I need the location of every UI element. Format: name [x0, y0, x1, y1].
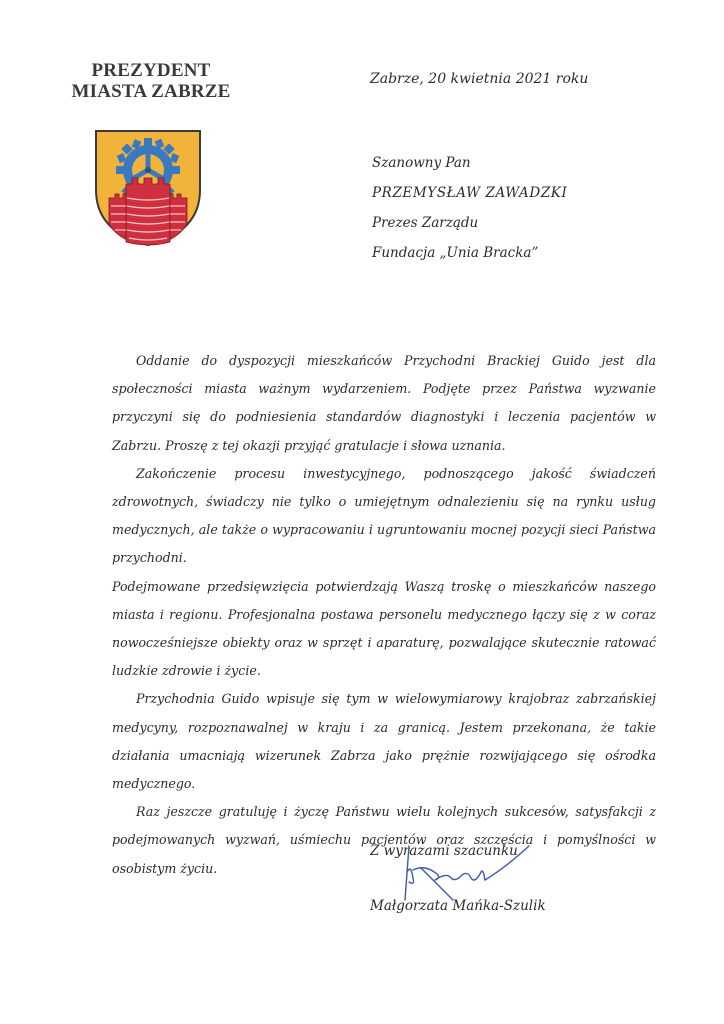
letter-body — [112, 347, 656, 883]
handwritten-signature-icon — [395, 842, 555, 902]
body-paragraph: Przychodnia Guido wpisuje się tym w wielowymiarowy krajobraz zabrzańskiej medycyny, rozpoznawalnej w kraju i za granicą. Jestem przekonana, że takie działania umacniają wizerunek Zabrza jako prężnie rozwijającego się ośrodka medycznego. — [112, 691, 656, 792]
coat-of-arms-icon — [93, 128, 203, 248]
letter-date: Zabrze, 20 kwietnia 2021 roku — [370, 71, 589, 87]
letterhead-title-line2: MIASTA ZABRZE — [71, 81, 231, 102]
body-paragraph: Zakończenie procesu inwestycyjnego, podnoszącego jakość świadczeń zdrowotnych, świadczy nie tylko o umiejętnym odnalezieniu się na rynku usług medycznych, ale także o wypracowaniu i ugruntowaniu mocnej pozycji sieci Państwa przychodni. — [112, 465, 656, 566]
salutation: Szanowny Pan — [372, 155, 471, 171]
body-paragraph: Oddanie do dyspozycji mieszkańców Przychodni Brackiej Guido jest dla społeczności miasta ważnym wydarzeniem. Podjęte przez Państwa wyzwanie przyczyni się do podniesienia standardów diagnostyki i leczenia pacjentów w Zabrzu. Proszę z tej okazji przyjąć gratulacje i słowa uznania. — [112, 353, 656, 453]
body-paragraph: Raz jeszcze gratuluję i życzę Państwu wielu kolejnych sukcesów, satysfakcji z podejmowanych wyzwań, uśmiechu pacjentów oraz szczęścia i pomyślności w osobistym życiu. — [112, 804, 656, 876]
closing-phrase: Z wyrazami szacunku — [370, 843, 518, 859]
recipient-organization: Fundacja „Unia Bracka” — [372, 245, 539, 261]
body-paragraph: Podejmowane przedsięwzięcia potwierdzają Waszą troskę o mieszkańców naszego miasta i regionu. Profesjonalna postawa personelu medycznego łączy się z w coraz nowocześniejsze obiekty oraz w sprzęt i aparaturę, pozwalające skutecznie ratować ludzkie zdrowie i życie. — [112, 578, 656, 679]
addressee-block — [372, 148, 567, 268]
letterhead-title — [62, 60, 240, 102]
signer-name: Małgorzata Mańka-Szulik — [370, 898, 546, 914]
recipient-position: Prezes Zarządu — [372, 215, 479, 231]
letterhead-title-line1: PREZYDENT — [91, 60, 211, 81]
recipient-name: PRZEMYSŁAW ZAWADZKI — [372, 185, 568, 201]
